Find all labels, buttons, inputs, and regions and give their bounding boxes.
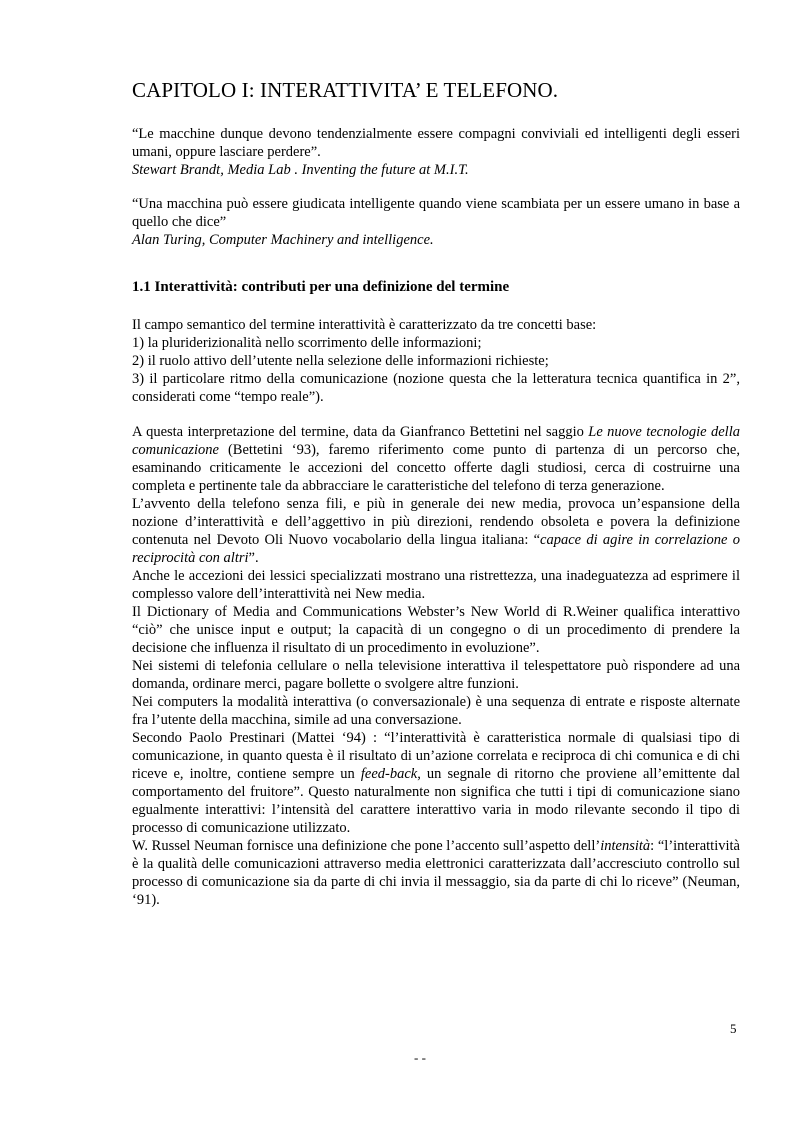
paragraph: Il Dictionary of Media and Communications Webster’s New World di R.Weiner qualifica interattivo “ciò” che unisce input e output; la capacità di un congegno o di un procedimento di prendere la decisione che influenza il risultato di un procedimento in evoluzione”. xyxy=(132,604,740,656)
quote-text: “Le macchine dunque devono tendenzialmente essere compagni conviviali ed intelligenti degli esseri umani, oppure lasciare perdere”. xyxy=(132,126,740,160)
quote-text: “Una macchina può essere giudicata intelligente quando viene scambiata per un essere umano in base a quello che dice” xyxy=(132,196,740,230)
paragraph: Nei computers la modalità interattiva (o conversazionale) è una sequenza di entrate e risposte alternate fra l’utente della macchina, simile ad una conversazione. xyxy=(132,694,740,728)
quote-author: Stewart Brandt, Media Lab . Inventing the future at M.I.T. xyxy=(132,162,469,178)
list-item: 2) il ruolo attivo dell’utente nella selezione delle informazioni richieste; xyxy=(132,353,549,369)
page-number: 5 xyxy=(730,1021,737,1036)
concept-list xyxy=(132,316,740,406)
list-intro: Il campo semantico del termine interattività è caratterizzato da tre concetti base: xyxy=(132,317,597,333)
paragraph: Secondo Paolo Prestinari (Mattei ‘94) : “l’interattività è caratteristica normale di qualsiasi tipo di comunicazione, in quanto questa è il risultato di un’azione correlata e reciproca di chi comunica e di chi riceve e, inoltre, contiene sempre un feed-back, un segnale di ritorno che proviene all’emittente dal comportamento del fruitore”. Questo naturalmente non significa che tutti i tipi di comunicazione siano egualmente interattivi: l’intensità del carattere interattivo varia in modo rilevante secondo il tipo di processo di comunicazione utilizzato. xyxy=(132,730,740,836)
section-title: 1.1 Interattività: contributi per una definizione del termine xyxy=(132,279,510,295)
document-page xyxy=(132,78,740,909)
quote-author: Alan Turing, Computer Machinery and intelligence. xyxy=(132,232,434,248)
list-item: 1) la pluriderizionalità nello scorrimento delle informazioni; xyxy=(132,335,482,351)
paragraph: Anche le accezioni dei lessici specializzati mostrano una ristrettezza, una inadeguatezza ad esprimere il complesso valore dell’interattività nei New media. xyxy=(132,568,740,602)
paragraph: W. Russel Neuman fornisce una definizione che pone l’accento sull’aspetto dell’intensità: “l’interattività è la qualità delle comunicazioni attraverso media elettronici caratterizzata dall’accresciuto controllo sul processo di comunicazione sia da parte di chi invia il messaggio, sia da parte di chi lo riceve” (Neuman, ‘91). xyxy=(132,838,740,908)
list-item: 3) il particolare ritmo della comunicazione (nozione questa che la letteratura tecnica quantifica in 2”, considerati come “tempo reale”). xyxy=(132,371,740,405)
page-footer: - - xyxy=(414,1050,426,1065)
chapter-title: CAPITOLO I: INTERATTIVITA’ E TELEFONO. xyxy=(132,78,559,102)
paragraph: L’avvento della telefono senza fili, e più in generale dei new media, provoca un’espansione della nozione d’interattività e dell’aggettivo in più direzioni, rendendo obsoleta e povera la definizione contenuta nel Devoto Oli Nuovo vocabolario della lingua italiana: “capace di agire in correlazione o reciprocità con altri”. xyxy=(132,496,740,566)
paragraph: Nei sistemi di telefonia cellulare o nella televisione interattiva il telespettatore può rispondere ad una domanda, ordinare merci, pagare bollette o svolgere altre funzioni. xyxy=(132,658,740,692)
paragraph: A questa interpretazione del termine, data da Gianfranco Bettetini nel saggio Le nuove tecnologie della comunicazione (Bettetini ‘93), faremo riferimento come punto di partenza di un percorso che, esaminando criticamente le accezioni del concetto offerte dagli studiosi, cerca di costruirne una completa e pertinente tale da abbracciare le caratteristiche del telefono di terza generazione. xyxy=(132,424,740,494)
